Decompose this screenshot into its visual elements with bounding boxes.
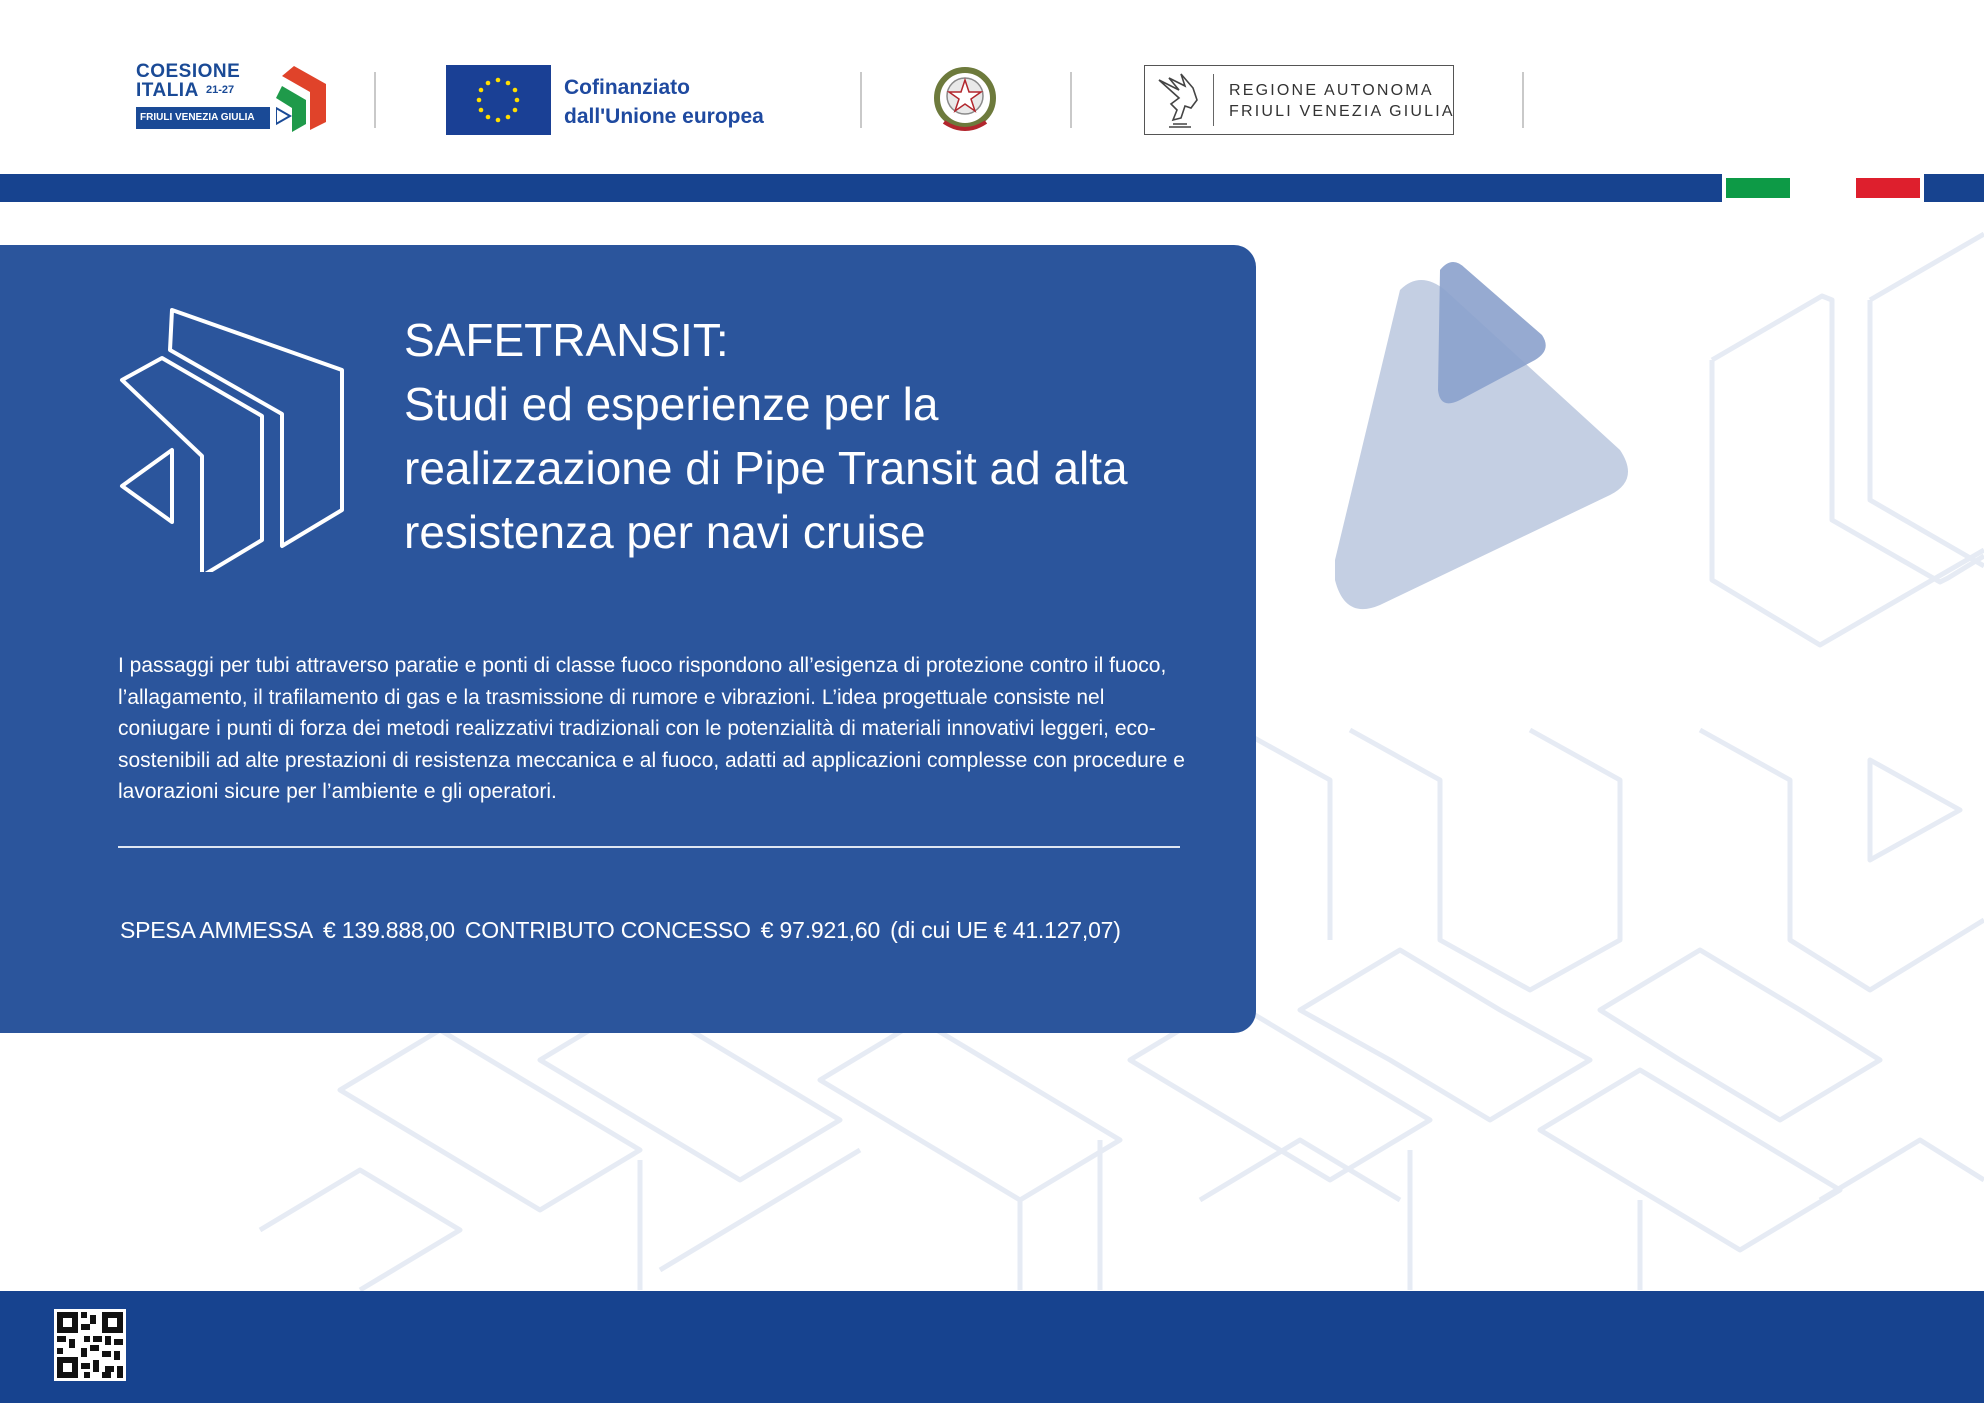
italy-flag-red: [1856, 178, 1920, 198]
spesa-ammessa-value: € 139.888,00: [322, 917, 455, 943]
eu-line2: dall'Unione europea: [564, 105, 764, 128]
coesione-line2: ITALIA: [136, 80, 199, 101]
title-line: resistenza per navi cruise: [404, 506, 926, 558]
regione-line2: FRIULI VENEZIA GIULIA: [1229, 103, 1455, 120]
coesione-line1: COESIONE: [136, 61, 241, 82]
header: [0, 0, 1984, 172]
decorative-triangle-icon: [1320, 250, 1650, 620]
eu-flag-icon: [446, 65, 551, 135]
regione-line1: REGIONE AUTONOMA: [1229, 82, 1434, 99]
title-line: Studi ed esperienze per la: [404, 378, 939, 430]
eu-text: [564, 73, 764, 131]
header-separator: [860, 72, 862, 128]
eu-cofinanced-logo: [446, 65, 796, 135]
italy-flag-green: [1726, 178, 1790, 198]
coesione-region-label: FRIULI VENEZIA GIULIA: [140, 112, 255, 123]
footer-band: [0, 1291, 1984, 1403]
contributo-label: CONTRIBUTO CONCESSO: [464, 917, 751, 943]
coesione-italia-logo: [136, 62, 346, 138]
contributo-value: € 97.921,60: [760, 917, 881, 943]
header-separator: [374, 72, 376, 128]
coesione-years: 21-27: [206, 84, 235, 96]
regione-text: [1229, 80, 1455, 122]
header-separator: [1522, 72, 1524, 128]
regione-fvg-logo: [1144, 65, 1454, 135]
divider-line: [118, 846, 1180, 848]
funding-summary: [120, 917, 1131, 944]
title-line: SAFETRANSIT:: [404, 314, 729, 366]
regione-divider: [1213, 74, 1214, 126]
coesione-logo-icon: [276, 62, 344, 134]
top-blue-band: [0, 174, 1984, 202]
project-title: [404, 308, 1204, 564]
project-description: I passaggi per tubi attraverso paratie e ponti di classe fuoco rispondono all’esigenza di protezione contro il fuoco, l’allagamento, il trafilamento di gas e la trasmissione di rumore e vibrazioni. L’idea progettuale consiste nel coniugare i punti di forza dei metodi realizzativi tradizionali con le potenzialità di materiali innovativi leggeri, eco-sostenibili ad alte prestazioni di resistenza meccanica e al fuoco, adatti ad applicazioni complesse con procedure e lavorazioni sicure per l’ambiente e gli operatori.: [118, 654, 1185, 803]
spesa-ammessa-label: SPESA AMMESSA: [120, 917, 313, 943]
italian-emblem-icon: [930, 62, 1000, 138]
qr-code-icon[interactable]: [54, 1309, 126, 1381]
header-separator: [1070, 72, 1072, 128]
eu-line1: Cofinanziato: [564, 76, 690, 99]
coesione-region-bar: [136, 107, 270, 129]
ue-note: (di cui UE € 41.127,07): [890, 917, 1121, 943]
italian-flag-stripe: [1722, 174, 1924, 202]
title-line: realizzazione di Pipe Transit ad alta: [404, 442, 1128, 494]
safetransit-logo-icon: [112, 300, 352, 572]
fvg-eagle-icon: [1151, 70, 1207, 130]
